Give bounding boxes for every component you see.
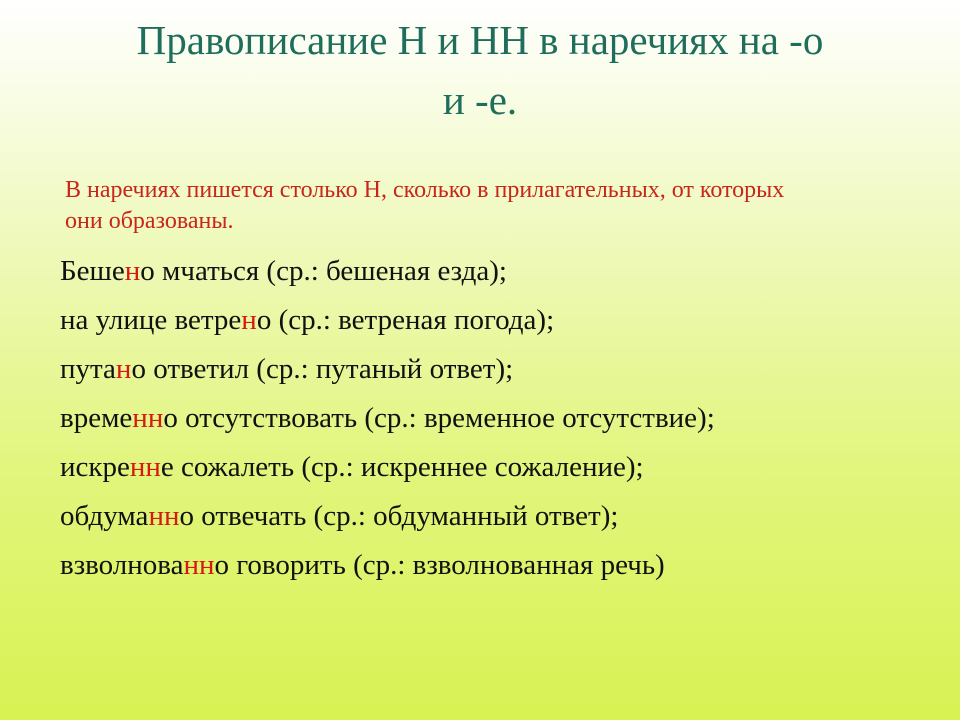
example-prefix: време	[60, 402, 133, 434]
example-item	[60, 247, 920, 296]
rule-text	[60, 175, 890, 237]
example-item	[60, 296, 920, 345]
example-suffix: о ответил (ср.: путаный ответ);	[131, 353, 514, 385]
example-highlight: н	[124, 255, 141, 287]
example-prefix: искре	[60, 451, 130, 483]
slide-title-line-2: и -е.	[442, 77, 518, 123]
example-prefix: на улице ветре	[60, 304, 242, 336]
example-suffix: о отсутствовать (ср.: временное отсутствие);	[163, 402, 715, 434]
example-prefix: Беше	[60, 255, 125, 287]
rule-line-2: они образованы.	[65, 208, 234, 234]
slide-title-line-1: Правописание Н и НН в наречиях на -о	[136, 17, 824, 63]
slide-title	[40, 10, 920, 130]
example-suffix: о говорить (ср.: взволнованная речь)	[214, 549, 665, 581]
example-suffix: о мчаться (ср.: бешеная езда);	[140, 255, 507, 287]
example-suffix: о отвечать (ср.: обдуманный ответ);	[179, 500, 619, 532]
example-item	[60, 541, 920, 590]
examples-list	[60, 247, 920, 590]
example-highlight: нн	[148, 500, 180, 532]
example-highlight: н	[115, 353, 132, 385]
example-prefix: обдума	[60, 500, 149, 532]
example-suffix: е сожалеть (ср.: искреннее сожаление);	[160, 451, 644, 483]
example-highlight: н	[241, 304, 257, 336]
example-prefix: пута	[60, 353, 116, 385]
example-item	[60, 394, 920, 443]
example-highlight: нн	[183, 549, 215, 581]
example-highlight: нн	[132, 402, 164, 434]
example-prefix: взволнова	[60, 549, 184, 581]
example-highlight: нн	[129, 451, 161, 483]
example-suffix: о (ср.: ветреная погода);	[256, 304, 555, 336]
example-item	[60, 345, 920, 394]
example-item	[60, 443, 920, 492]
example-item	[60, 492, 920, 541]
rule-line-1: В наречиях пишется столько Н, сколько в прилагательных, от которых	[65, 177, 785, 203]
